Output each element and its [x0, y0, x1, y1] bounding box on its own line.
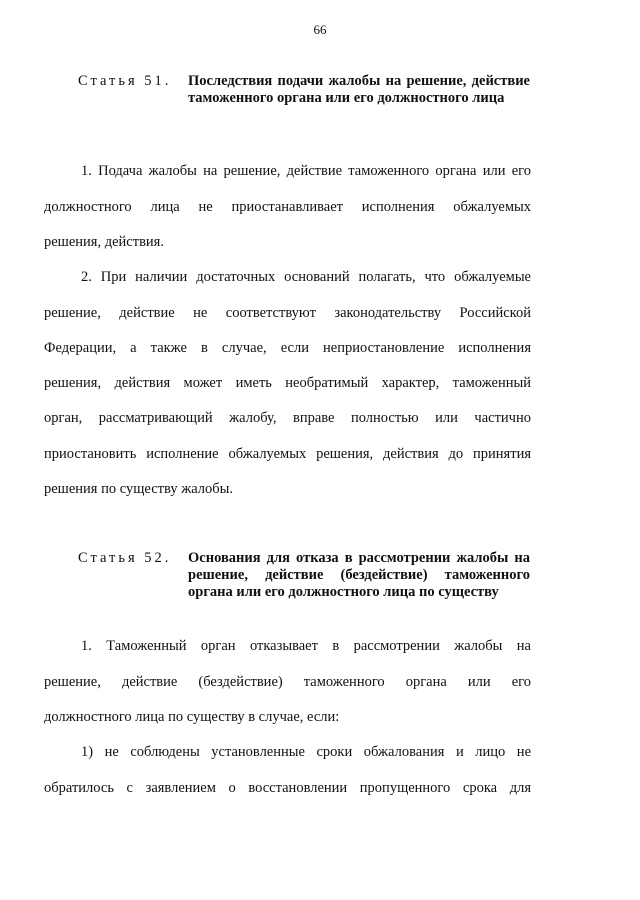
article-51-line: приостановить исполнение обжалуемых решения, действия до принятия [44, 446, 531, 462]
article-52-line: обратилось с заявлением о восстановлении пропущенного срока для [44, 780, 531, 796]
article-52-line: 1. Таможенный орган отказывает в рассмотрении жалобы на [81, 638, 531, 654]
article-52-title: Основания для отказа в рассмотрении жалобы на решение, действие (бездействие) таможенного органа или его должностного лица по существу [188, 550, 530, 600]
article-51-line: решение, действие не соответствуют законодательству Российской [44, 305, 531, 321]
article-51-line: решения, действия. [44, 234, 164, 250]
page-number: 66 [313, 22, 327, 37]
article-51-line: решения по существу жалобы. [44, 481, 234, 497]
article-51-title: Последствия подачи жалобы на решение, действие таможенного органа или его должностного лица [188, 73, 530, 106]
article-51-line: решения, действия может иметь необратимый характер, таможенный [44, 375, 531, 391]
article-51-label: Статья 51. [78, 73, 172, 89]
article-52-label: Статья 52. [78, 550, 172, 566]
article-52-heading [78, 550, 530, 601]
article-51-line: 1. Подача жалобы на решение, действие таможенного органа или его [81, 163, 531, 179]
article-52-line: 1) не соблюдены установленные сроки обжалования и лицо не [81, 744, 531, 760]
article-51-heading [78, 73, 530, 107]
article-51-line: 2. При наличии достаточных оснований полагать, что обжалуемые [81, 269, 531, 285]
article-51-line: орган, рассматривающий жалобу, вправе полностью или частично [44, 410, 531, 426]
article-51-line: Федерации, а также в случае, если неприостановление исполнения [44, 340, 531, 356]
article-51-line: должностного лица не приостанавливает исполнения обжалуемых [44, 199, 531, 215]
article-52-line: должностного лица по существу в случае, если: [44, 709, 340, 725]
article-52-line: решение, действие (бездействие) таможенного органа или его [44, 674, 531, 690]
